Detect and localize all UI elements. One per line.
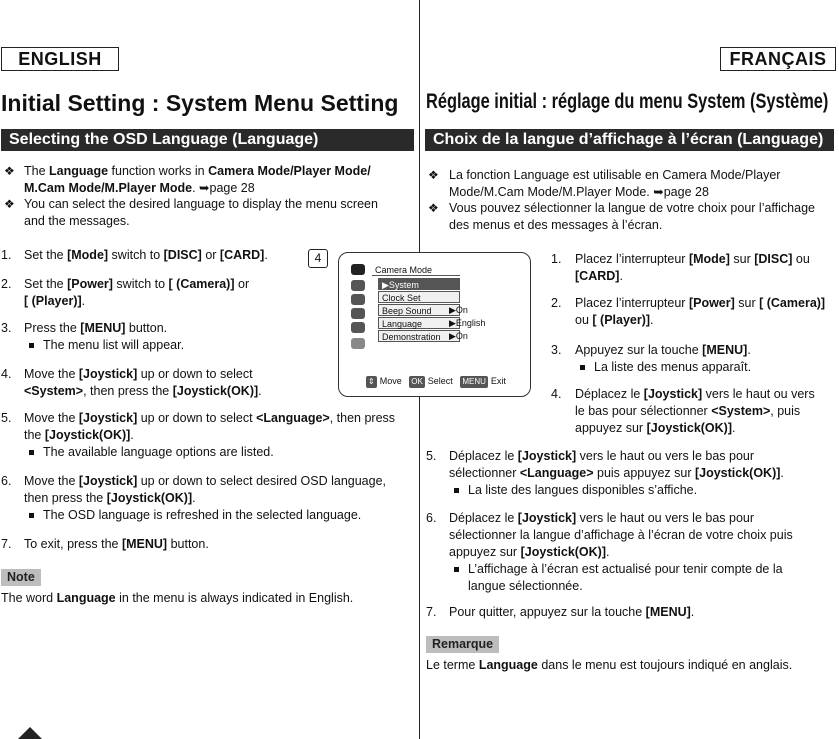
- page-title-en: Initial Setting : System Menu Setting: [1, 90, 399, 116]
- step-text: Press the [MENU] button.: [24, 321, 168, 335]
- step-text: Appuyez sur la touche [MENU].: [575, 343, 751, 357]
- menu-icon: [351, 322, 365, 333]
- step-number: 5.: [1, 411, 12, 425]
- bullet-diamond-icon: ❖: [4, 197, 15, 211]
- step-number: 6.: [426, 511, 437, 525]
- step-page-number: 4: [308, 249, 328, 268]
- screen-value: ▶English: [449, 318, 486, 328]
- step-text: To exit, press the [MENU] button.: [24, 537, 209, 551]
- screen-footer: ⇕ Move OK Select MENU Exit: [368, 376, 506, 386]
- step-text: Pour quitter, appuyez sur la touche [MENU].: [449, 605, 695, 619]
- step-number: 1.: [551, 252, 562, 266]
- step-number: 7.: [426, 605, 437, 619]
- screen-menu-item: Demonstration: [378, 330, 460, 342]
- camera-screen-mockup: [338, 252, 531, 397]
- step-text: Déplacez le [Joystick] vers le haut ou vers le bas pour sélectionner <System>, puis appuyez sur [Joystick(OK)].: [575, 387, 815, 435]
- sub-bullet-icon: [454, 567, 459, 572]
- step-text: Déplacez le [Joystick] vers le haut ou vers le bas pour sélectionner la langue d’affichage à l’écran de votre choix puis appuyez sur [Joystick(OK)].: [449, 511, 793, 559]
- francais-label: FRANÇAIS: [720, 47, 836, 71]
- step-number: 3.: [1, 321, 12, 335]
- step-number: 4.: [551, 387, 562, 401]
- fr-note-text: Le terme Language dans le menu est toujours indiqué en anglais.: [426, 658, 793, 672]
- note-badge-fr: Remarque: [426, 636, 499, 653]
- camera-mode-icon: [351, 264, 365, 275]
- english-label: ENGLISH: [1, 47, 119, 71]
- step-text: Set the [Mode] switch to [DISC] or [CARD].: [24, 248, 268, 262]
- step-text: Déplacez le [Joystick] vers le haut ou vers le bas pour sélectionner <Language> puis appuyez sur [Joystick(OK)].: [449, 449, 784, 480]
- joystick-key-icon: ⇕: [368, 377, 375, 386]
- en-intro-2: You can select the desired language to display the menu screen and the messages.: [24, 197, 378, 228]
- step-text: Move the [Joystick] up or down to select <System>, then press the [Joystick(OK)].: [24, 367, 262, 398]
- bullet-diamond-icon: ❖: [428, 168, 439, 182]
- en-intro-1: The Language function works in Camera Mode/Player Mode/ M.Cam Mode/M.Player Mode. ➥page 28: [24, 164, 371, 195]
- screen-menu-item: Beep Sound: [378, 304, 460, 316]
- step-text: Move the [Joystick] up or down to select <Language>, then press the [Joystick(OK)].: [24, 411, 396, 442]
- step-subtext: La liste des menus apparaît.: [594, 360, 752, 374]
- fr-intro-2: Vous pouvez sélectionner la langue de votre choix pour l’affichage des menus et des messages à l’écran.: [449, 201, 815, 232]
- screen-menu-item: Clock Set: [378, 291, 460, 303]
- bullet-diamond-icon: ❖: [428, 201, 439, 215]
- sub-bullet-icon: [29, 513, 34, 518]
- section-bar-en: Selecting the OSD Language (Language): [1, 129, 414, 151]
- screen-menu-item: Language: [378, 317, 460, 329]
- step-number: 3.: [551, 343, 562, 357]
- section-bar-fr: Choix de la langue d’affichage à l’écran (Language): [425, 129, 834, 151]
- step-subtext: The OSD language is refreshed in the selected language.: [43, 508, 362, 522]
- screen-value: ▶On: [449, 305, 468, 315]
- sub-bullet-icon: [580, 365, 585, 370]
- step-subtext: The available language options are listed.: [43, 445, 274, 459]
- fr-intro-1: La fonction Language est utilisable en Camera Mode/Player Mode/M.Cam Mode/M.Player Mode. ➥page 28: [449, 168, 781, 199]
- step-text: Move the [Joystick] up or down to select desired OSD language, then press the [Joystick(OK)].: [24, 474, 387, 505]
- step-subtext: La liste des langues disponibles s’affiche.: [468, 483, 698, 497]
- step-number: 6.: [1, 474, 12, 488]
- settings-gear-icon: [351, 338, 365, 349]
- step-number: 2.: [1, 277, 12, 291]
- step-subtext: L’affichage à l’écran est actualisé pour tenir compte de la langue sélectionnée.: [468, 562, 783, 593]
- menu-icon: [351, 280, 365, 291]
- menu-icon: [351, 308, 365, 319]
- step-text: Placez l’interrupteur [Mode] sur [DISC] ou [CARD].: [575, 252, 810, 283]
- screen-header: Camera Mode: [372, 264, 460, 276]
- en-note-text: The word Language in the menu is always indicated in English.: [1, 591, 354, 605]
- menu-icon: [351, 294, 365, 305]
- sub-bullet-icon: [29, 450, 34, 455]
- note-badge-en: Note: [1, 569, 41, 586]
- sub-bullet-icon: [29, 343, 34, 348]
- sub-bullet-icon: [454, 488, 459, 493]
- step-number: 5.: [426, 449, 437, 463]
- step-number: 2.: [551, 296, 562, 310]
- step-text: Set the [Power] switch to [ (Camera)] or [ (Player)].: [24, 277, 250, 308]
- bullet-diamond-icon: ❖: [4, 164, 15, 178]
- screen-menu-item: ▶System: [378, 278, 460, 290]
- screen-value: ▶On: [449, 331, 468, 341]
- step-number: 4.: [1, 367, 12, 381]
- page-corner-triangle-icon: [18, 727, 42, 739]
- step-subtext: The menu list will appear.: [43, 338, 185, 352]
- step-text: Placez l’interrupteur [Power] sur [ (Camera)] ou [ (Player)].: [575, 296, 826, 327]
- page-title-fr: Réglage initial : réglage du menu System (Système): [426, 90, 829, 113]
- step-number: 7.: [1, 537, 12, 551]
- step-number: 1.: [1, 248, 12, 262]
